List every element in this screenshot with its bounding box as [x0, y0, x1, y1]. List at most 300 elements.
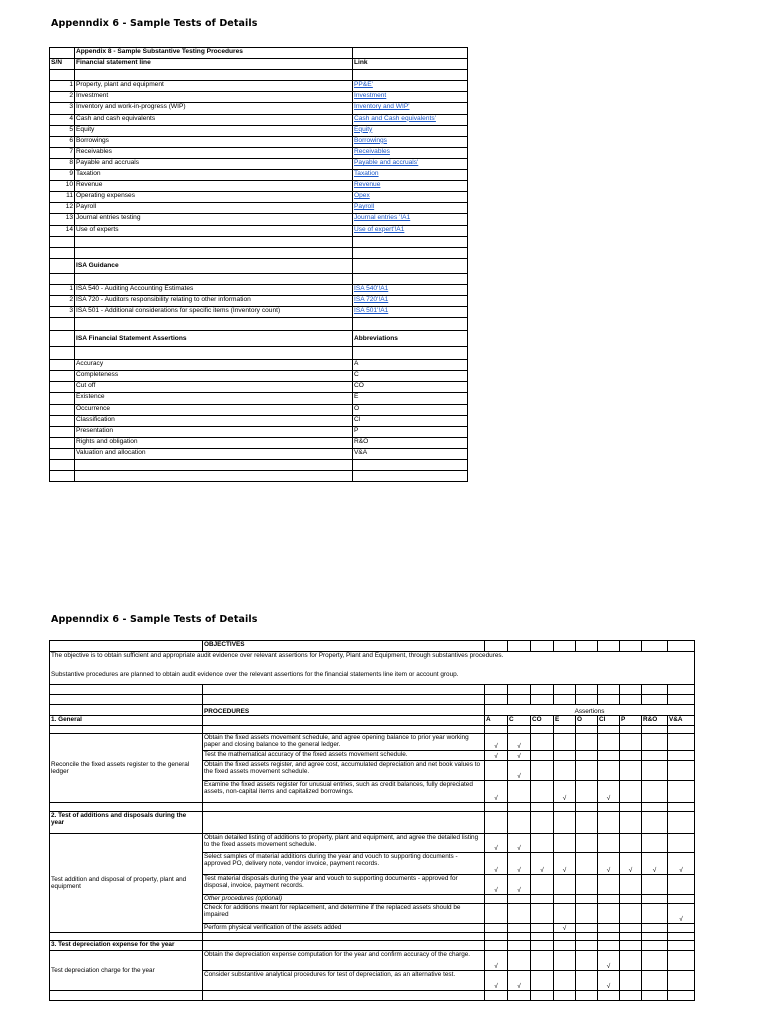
link-cell[interactable]: Payroll [353, 203, 468, 214]
table-cell [75, 273, 353, 284]
assertion-cell [620, 924, 642, 933]
table-row [50, 258, 468, 273]
assertion-abbr: P [353, 426, 468, 437]
assertion-cell [620, 904, 642, 924]
table-row [50, 192, 468, 203]
table-cell [353, 247, 468, 258]
assertion-cell [598, 751, 620, 761]
assertion-cell [620, 875, 642, 895]
table-row [50, 70, 468, 81]
table-cell [620, 991, 642, 1001]
assertion-cell [576, 875, 598, 895]
link-cell[interactable]: Opex [353, 192, 468, 203]
assertion-cell [642, 971, 668, 991]
row-number: 10 [50, 181, 75, 192]
table-cell [642, 991, 668, 1001]
assertion-column-header: C [508, 716, 531, 726]
assertion-cell [508, 924, 531, 933]
tick-mark: √ [508, 751, 531, 761]
procedure-group-label: Test depreciation charge for the year [50, 951, 203, 991]
table-cell [50, 393, 75, 404]
assertion-cell [554, 761, 576, 781]
row-number: 1 [50, 81, 75, 92]
tests-of-details-table [49, 640, 695, 1001]
financial-statement-line: Taxation [75, 170, 353, 181]
assertion-cell [642, 951, 668, 971]
isa-line: ISA 720 - Auditors responsibility relating to other information [75, 295, 353, 306]
table-row [50, 125, 468, 136]
assertion-cell [668, 751, 695, 761]
table-cell [576, 991, 598, 1001]
table-cell [531, 812, 554, 834]
table-cell [75, 318, 353, 331]
assertion-cell [531, 895, 554, 904]
procedure-group-label: Reconcile the fixed assets register to the general ledger [50, 734, 203, 803]
table-cell [554, 812, 576, 834]
table-cell [642, 812, 668, 834]
row-number: 14 [50, 225, 75, 236]
objectives-header: OBJECTIVES [203, 641, 485, 652]
table-cell [668, 812, 695, 834]
table-row [50, 203, 468, 214]
assertion-cell [642, 781, 668, 803]
assertion-name: Rights and obligation [75, 437, 353, 448]
financial-statement-line: Use of experts [75, 225, 353, 236]
assertion-name: Completeness [75, 371, 353, 382]
assertion-cell [531, 875, 554, 895]
table-cell [668, 941, 695, 951]
section-title: Appenndix 6 - Sample Tests of Details [51, 614, 258, 625]
table-cell [668, 726, 695, 734]
table-row [50, 360, 468, 371]
assertion-cell [576, 924, 598, 933]
procedure-text: Consider substantive analytical procedures for test of depreciation, as an alternative test. [203, 971, 485, 991]
table-row [50, 666, 695, 685]
table-cell [203, 716, 485, 726]
assertion-cell [620, 781, 642, 803]
table-cell [50, 695, 203, 705]
assertion-cell [598, 895, 620, 904]
table-row [50, 471, 468, 482]
table-cell [598, 641, 620, 652]
table-cell [203, 941, 485, 951]
assertion-cell [508, 895, 531, 904]
table-row [50, 695, 695, 705]
assertion-cell [620, 834, 642, 853]
tick-mark: √ [485, 853, 508, 875]
table-cell [50, 360, 75, 371]
tick-mark: √ [531, 853, 554, 875]
table-cell [531, 685, 554, 695]
table-cell [50, 641, 203, 652]
assertion-cell [598, 924, 620, 933]
table-cell [642, 933, 668, 941]
table-row [50, 941, 695, 951]
table-cell [50, 404, 75, 415]
assertion-cell [531, 971, 554, 991]
assertion-cell [576, 904, 598, 924]
assertion-cell [642, 761, 668, 781]
table-cell [75, 460, 353, 471]
table-cell [668, 991, 695, 1001]
table-cell [576, 726, 598, 734]
isa-guidance-header: ISA Guidance [75, 258, 353, 273]
table-row [50, 236, 468, 247]
section-general: 1. General [50, 716, 203, 726]
assertion-cell [576, 834, 598, 853]
table-row [50, 437, 468, 448]
row-number: 3 [50, 307, 75, 318]
table-cell [668, 803, 695, 812]
assertion-cell [554, 875, 576, 895]
table-cell [531, 991, 554, 1001]
row-number: 12 [50, 203, 75, 214]
table-cell [50, 705, 203, 716]
assertion-name: Presentation [75, 426, 353, 437]
assertion-cell [531, 904, 554, 924]
assertion-cell [668, 971, 695, 991]
assertion-cell [668, 924, 695, 933]
financial-statement-line: Journal entries testing [75, 214, 353, 225]
link-cell[interactable]: Revenue [353, 181, 468, 192]
table-row [50, 307, 468, 318]
link-cell[interactable]: Investment [353, 92, 468, 103]
tick-mark: √ [485, 875, 508, 895]
table-row [50, 295, 468, 306]
assertion-cell [531, 761, 554, 781]
table-row [50, 114, 468, 125]
table-row [50, 426, 468, 437]
table-cell [50, 70, 75, 81]
table-cell [576, 803, 598, 812]
procedures-header: PROCEDURES [203, 705, 485, 716]
table-cell [353, 318, 468, 331]
table-cell [353, 273, 468, 284]
table-cell [485, 812, 508, 834]
row-number: 6 [50, 136, 75, 147]
table-cell [50, 318, 75, 331]
table-cell [554, 803, 576, 812]
link-cell[interactable]: Journal entries '!A1 [353, 214, 468, 225]
assertion-cell [531, 734, 554, 751]
table-cell [598, 685, 620, 695]
assertion-cell [642, 734, 668, 751]
table-cell [508, 803, 531, 812]
table-row [50, 158, 468, 169]
table-row [50, 685, 695, 695]
table-cell [50, 273, 75, 284]
row-number: 7 [50, 147, 75, 158]
table-cell [576, 812, 598, 834]
table-cell [642, 695, 668, 705]
table-cell [531, 803, 554, 812]
table-cell [598, 726, 620, 734]
table-cell [531, 695, 554, 705]
assertion-abbr: R&O [353, 437, 468, 448]
assertion-cell [554, 895, 576, 904]
section-depreciation: 3. Test depreciation expense for the year [50, 941, 203, 951]
assertion-column-header: P [620, 716, 642, 726]
procedure-text: Check for additions meant for replacement, and determine if the replaced assets should be impaired [203, 904, 485, 924]
link-cell[interactable]: PP&E' [353, 81, 468, 92]
table-cell [485, 641, 508, 652]
table-row [50, 834, 695, 853]
assertion-cell [554, 951, 576, 971]
table-row [50, 59, 468, 70]
table-cell [485, 991, 508, 1001]
table-cell [353, 70, 468, 81]
table-cell [203, 812, 485, 834]
table-cell [353, 236, 468, 247]
table-cell [531, 641, 554, 652]
table-cell [620, 933, 642, 941]
table-cell [50, 347, 75, 360]
table-cell [642, 941, 668, 951]
assertion-cell [598, 904, 620, 924]
assertion-name: Valuation and allocation [75, 448, 353, 459]
table-cell [642, 685, 668, 695]
table-cell [598, 803, 620, 812]
assertion-cell [642, 904, 668, 924]
table-cell [50, 460, 75, 471]
table-cell [508, 933, 531, 941]
financial-statement-line: Borrowings [75, 136, 353, 147]
table-row [50, 181, 468, 192]
financial-statement-line: Equity [75, 125, 353, 136]
link-cell[interactable]: Inventory and WIP' [353, 103, 468, 114]
table-cell [50, 382, 75, 393]
assertion-name: Classification [75, 415, 353, 426]
financial-statement-line: Inventory and work-in-progress (WIP) [75, 103, 353, 114]
link-cell[interactable]: Cash and Cash equivalents' [353, 114, 468, 125]
tick-mark: √ [598, 781, 620, 803]
assertion-cell [554, 734, 576, 751]
assertion-cell [576, 751, 598, 761]
assertion-abbr: C [353, 371, 468, 382]
row-number: 9 [50, 170, 75, 181]
row-number: 8 [50, 158, 75, 169]
table-row [50, 170, 468, 181]
assertion-cell [642, 924, 668, 933]
assertion-name: Accuracy [75, 360, 353, 371]
tick-mark: √ [668, 853, 695, 875]
table-cell [50, 331, 75, 347]
financial-statement-line: Receivables [75, 147, 353, 158]
table-cell [353, 460, 468, 471]
assertion-cell [576, 734, 598, 751]
table-cell [642, 803, 668, 812]
assertion-cell [576, 781, 598, 803]
table-row [50, 705, 695, 716]
procedure-text: Select samples of material additions during the year and vouch to supporting documents - approved PO, delivery note, vendor invoice, payment records. [203, 853, 485, 875]
assertion-column-header: A [485, 716, 508, 726]
table-row [50, 48, 468, 59]
assertion-name: Cut off [75, 382, 353, 393]
table-cell [485, 685, 508, 695]
link-cell[interactable]: Equity [353, 125, 468, 136]
table-cell [642, 726, 668, 734]
table-cell [508, 641, 531, 652]
table-row [50, 103, 468, 114]
table-row [50, 371, 468, 382]
table-cell [598, 812, 620, 834]
table-cell [508, 695, 531, 705]
tick-mark: √ [620, 853, 642, 875]
tick-mark: √ [554, 924, 576, 933]
table-row [50, 812, 695, 834]
assertion-cell [668, 834, 695, 853]
table-row [50, 247, 468, 258]
assertion-column-header: O [576, 716, 598, 726]
table-cell [554, 685, 576, 695]
assertion-cell [485, 924, 508, 933]
assertion-name: Occurrence [75, 404, 353, 415]
table-cell [598, 941, 620, 951]
table-cell [485, 803, 508, 812]
tick-mark: √ [598, 971, 620, 991]
table-cell [554, 695, 576, 705]
table-cell [353, 471, 468, 482]
tick-mark: √ [508, 834, 531, 853]
table-row [50, 136, 468, 147]
tick-mark: √ [485, 951, 508, 971]
assertion-cell [531, 834, 554, 853]
table-cell [620, 941, 642, 951]
link-cell[interactable]: Use of expert'!A1 [353, 225, 468, 236]
objective-text: The objective is to obtain sufficient and appropriate audit evidence over relevant assertions for Property, Plant and Equipment, through substantives procedures. [50, 652, 695, 666]
financial-statement-line: Payable and accruals [75, 158, 353, 169]
assertion-abbr: CO [353, 382, 468, 393]
financial-statement-line: Investment [75, 92, 353, 103]
assertion-cell [576, 761, 598, 781]
table-cell [50, 685, 203, 695]
table-cell [50, 415, 75, 426]
assertion-cell [668, 734, 695, 751]
section-additions-disposals: 2. Test of additions and disposals during the year [50, 812, 203, 834]
column-header-sn: S/N [50, 59, 75, 70]
assertion-cell [668, 895, 695, 904]
table-row [50, 347, 468, 360]
assertion-cell [642, 875, 668, 895]
assertion-cell [576, 895, 598, 904]
table-cell [75, 236, 353, 247]
table-cell [353, 48, 468, 59]
tick-mark: √ [668, 904, 695, 924]
assertion-cell [554, 971, 576, 991]
table-cell [620, 695, 642, 705]
table-cell [75, 347, 353, 360]
table-cell [598, 991, 620, 1001]
assertion-abbr: E [353, 393, 468, 404]
assertion-cell [576, 853, 598, 875]
table-cell [531, 941, 554, 951]
table-cell [620, 685, 642, 695]
table-cell [620, 803, 642, 812]
table-cell [668, 685, 695, 695]
financial-statement-line: Revenue [75, 181, 353, 192]
table-cell [598, 933, 620, 941]
table-row [50, 716, 695, 726]
link-cell[interactable]: ISA 720'!A1 [353, 295, 468, 306]
link-cell[interactable]: Taxation [353, 170, 468, 181]
table-cell [554, 933, 576, 941]
table-row [50, 404, 468, 415]
table-cell [576, 685, 598, 695]
table-cell [576, 641, 598, 652]
assertion-cell [598, 875, 620, 895]
table-cell [620, 641, 642, 652]
objective-text: Substantive procedures are planned to obtain audit evidence over the relevant assertions for the financial statements line item or account group. [50, 666, 695, 685]
table-cell [531, 726, 554, 734]
row-number: 3 [50, 103, 75, 114]
procedure-text: Perform physical verification of the assets added [203, 924, 485, 933]
table-cell [50, 437, 75, 448]
assertion-cell [668, 875, 695, 895]
assertion-column-header: R&O [642, 716, 668, 726]
table-row [50, 331, 468, 347]
assertion-cell [668, 951, 695, 971]
tick-mark: √ [554, 781, 576, 803]
assertion-cell [531, 781, 554, 803]
tick-mark: √ [485, 751, 508, 761]
assertion-cell [642, 751, 668, 761]
table-row [50, 641, 695, 652]
tick-mark: √ [508, 853, 531, 875]
table-cell [50, 426, 75, 437]
link-cell[interactable]: Receivables [353, 147, 468, 158]
tick-mark: √ [554, 853, 576, 875]
row-number: 4 [50, 114, 75, 125]
procedure-group-label: Test addition and disposal of property, plant and equipment [50, 834, 203, 933]
assertion-cell [620, 734, 642, 751]
assertion-column-header: V&A [668, 716, 695, 726]
assertions-header: Assertions [485, 705, 695, 716]
assertion-cell [531, 751, 554, 761]
table-cell [50, 471, 75, 482]
table-cell [50, 258, 75, 273]
link-cell[interactable]: ISA 501'!A1 [353, 307, 468, 318]
tick-mark: √ [642, 853, 668, 875]
table-cell [508, 991, 531, 1001]
row-number: 1 [50, 284, 75, 295]
table-cell [485, 933, 508, 941]
table-cell [75, 247, 353, 258]
assertion-cell [508, 781, 531, 803]
table-row [50, 734, 695, 751]
table-cell [203, 991, 485, 1001]
procedure-text: Obtain the depreciation expense computation for the year and confirm accuracy of the charge. [203, 951, 485, 971]
assertion-cell [642, 895, 668, 904]
link-cell[interactable]: Borrowings [353, 136, 468, 147]
table-row [50, 933, 695, 941]
table-caption: Appendix 8 - Sample Substantive Testing Procedures [75, 48, 353, 59]
link-cell[interactable]: Payable and accruals' [353, 158, 468, 169]
table-cell [554, 991, 576, 1001]
table-cell [576, 695, 598, 705]
table-cell [75, 471, 353, 482]
assertion-abbr: O [353, 404, 468, 415]
link-cell[interactable]: ISA 540'!A1 [353, 284, 468, 295]
table-cell [50, 236, 75, 247]
assertion-column-header: E [554, 716, 576, 726]
assertion-abbr: Cl [353, 415, 468, 426]
isa-line: ISA 540 - Auditing Accounting Estimates [75, 284, 353, 295]
tick-mark: √ [485, 781, 508, 803]
assertion-cell [576, 971, 598, 991]
table-row [50, 81, 468, 92]
table-cell [50, 48, 75, 59]
table-cell [50, 991, 203, 1001]
